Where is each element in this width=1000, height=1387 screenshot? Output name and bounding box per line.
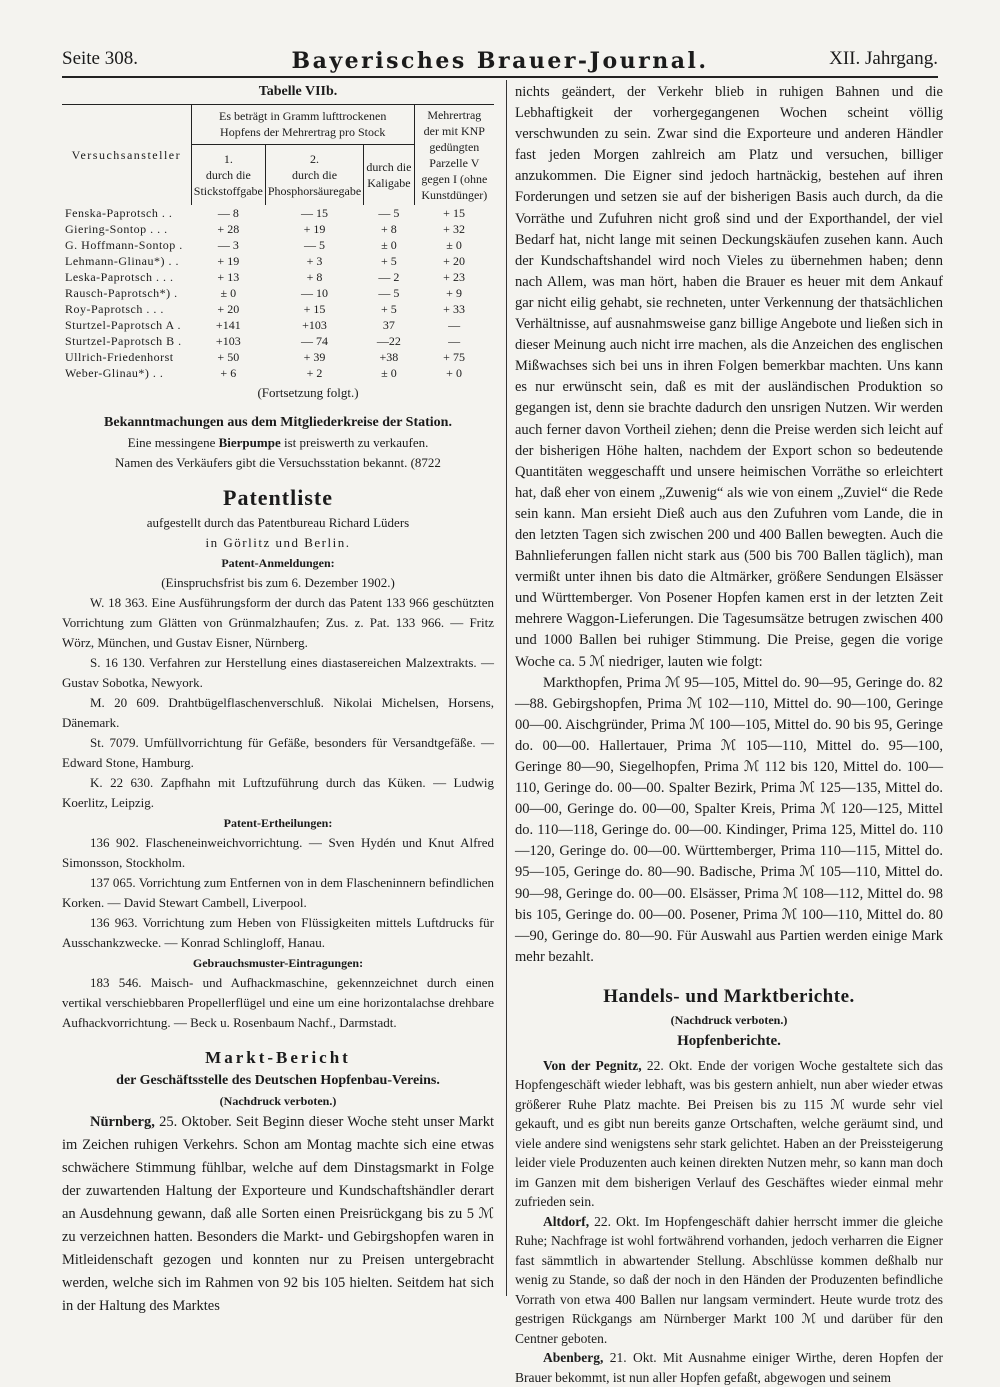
table-cell-n: ± 0 [220, 286, 237, 300]
table-cell-k: + 5 [381, 302, 397, 316]
table-row [62, 301, 494, 317]
patent-anmeldung: M. 20 609. Drahtbügelflaschenverschluß. Nikolai Michelsen, Horsens, Dänemark. [62, 695, 494, 730]
patent-anm-note: (Einspruchsfrist bis zum 6. Dezember 1902.) [161, 575, 395, 590]
page-header [62, 40, 938, 74]
report-text: 22. Okt. Im Hopfengeschäft dahier herrscht immer die gleiche Ruhe; Nachfrage ist wohl fortwährend vorhanden, jedoch verharren die Eigner fast sämmtlich in abwartender Stellung. Abschlüsse kommen deßhalb nur wenig zu Stande, so daß der noch in den Händen der Produzenten befindliche Vorrath von etwa 400 Ballen nur langsam vermindert. Heute wurde trotz des gestrigen Rückgangs am Nürnberger Markt 100 ℳ und darüber für den Centner geboten. [515, 1213, 943, 1346]
table-cell-k: + 8 [381, 222, 397, 236]
patent-ert-list [62, 833, 494, 953]
patent-anm-heading: Patent-Anmeldungen: [221, 556, 335, 570]
page-number: Seite 308. [62, 48, 138, 69]
patent-ert-heading: Patent-Ertheilungen: [223, 816, 333, 830]
bekannt-line2: Namen des Verkäufers gibt die Versuchsstation bekannt. (8722 [115, 455, 441, 470]
handel-note: (Nachdruck verboten.) [670, 1012, 788, 1027]
table-header-col1-num: 1. [223, 151, 233, 166]
journal-title: Bayerisches Brauer-Journal. [291, 48, 709, 74]
table-row [62, 365, 494, 381]
markt-left-text [62, 1111, 494, 1318]
hops-table [62, 104, 494, 381]
table-header-col2-num: 2. [310, 151, 320, 166]
table-header-col3: durch die Kaligabe [364, 144, 414, 205]
table-row [62, 237, 494, 253]
table-cell-knp: + 15 [443, 206, 465, 220]
patent-gm-list [62, 973, 494, 1033]
table-header-group: Es beträgt in Gramm lufttrockenen Hopfens der Mehrertrag pro Stock [191, 105, 414, 145]
patent-sub1: aufgestellt durch das Patentbureau Richard Lüders [146, 515, 410, 530]
bekannt-line1 [62, 433, 494, 453]
table-header-versuch: Versuchsansteller [71, 148, 182, 162]
patent-anmeldung: W. 18 363. Eine Ausführungsform der durch das Patent 133 966 geschützten Vorrichtung zum Glätten von Grünmalzhaufen; Zus. z. Pat. 133 966. — Fritz Wörz, München, und Gustav Eisner, Nürnberg. [62, 595, 494, 650]
table-cell-p: + 3 [306, 254, 323, 268]
hopfen-report [515, 1348, 943, 1387]
table-cell-name: G. Hoffmann-Sontop . [65, 238, 183, 252]
patent-anmeldung: S. 16 130. Verfahren zur Herstellung eines diastasereichen Malzextrakts. — Gustav Sobotka, Newyork. [62, 655, 494, 690]
table-cell-knp: + 20 [443, 254, 465, 268]
table-cell-name: Sturtzel-Paprotsch A . [65, 318, 181, 332]
hopfen-report [515, 1056, 943, 1212]
patent-ertheilung: 137 065. Vorrichtung zum Entfernen von in dem Flascheninnern befindlichen Korken. — David Stewart Cambell, Liverpool. [62, 875, 494, 910]
patent-ertheilung: 136 963. Vorrichtung zum Heben von Flüssigkeiten mittels Luftdrucks für Ausschankzwecke. — Konrad Schlingloff, Hanau. [62, 915, 494, 950]
table-cell-name: Rausch-Paprotsch*) . [65, 286, 178, 300]
table-cell-name: Roy-Paprotsch . . . [65, 302, 164, 316]
header-rule [62, 76, 938, 78]
handel-list [515, 1056, 943, 1387]
markt-note: (Nachdruck verboten.) [219, 1094, 337, 1108]
table-cell-n: + 13 [217, 270, 240, 284]
markt-left-body: 25. Oktober. Seit Beginn dieser Woche steht unser Markt im Zeichen ruhigen Verkehrs. Schon am Montag machte sich eine etwas schwächere Stimmung fühlbar, welche auf dem Dinstagsmarkt in Folge der zuwartenden Haltung der Exporteure und Kundschaftshändler derart an Ausdehnung gewann, daß alle Sorten einen Preisrückgang bis zu 5 ℳ zu verzeichnen hatten. Besonders die Markt- und Gebirgshopfen waren in Mitleidenschaft gezogen und konnten nur zu Preisen untergebracht werden, welche sich im Rahmen von 92 bis 105 hielten. Seitdem hat sich in der Haltung des Marktes [62, 1114, 494, 1314]
handel-subheading: Hopfenberichte. [677, 1032, 781, 1049]
table-cell-k: +38 [379, 350, 399, 364]
table-cell-p: + 2 [306, 366, 323, 380]
gebrauchsmuster-entry: 183 546. Maisch- und Aufhackmaschine, gekennzeichnet durch einen vertikal verschiebbaren Propellerflügel und eine um eine horizontalachse drehbare Aufhackvorrichtung. — Beck u. Rosenbaum Nachf., Darmstadt. [62, 975, 494, 1030]
table-cell-knp: + 33 [443, 302, 465, 316]
patent-anm-list [62, 593, 494, 813]
markt-heading: Markt-Bericht [205, 1048, 351, 1067]
table-cell-n: +141 [215, 318, 241, 332]
table-cell-knp: ± 0 [446, 238, 462, 252]
table-cell-k: —22 [376, 334, 401, 348]
continued-note: (Fortsetzung folgt.) [257, 385, 359, 400]
table-cell-k: ± 0 [381, 366, 397, 380]
report-text: 21. Okt. Mit Ausnahme einiger Wirthe, deren Hopfen der Brauer bekommt, ist nun aller Hopfen gefaßt, abgewogen und seinem [515, 1350, 943, 1385]
table-row [62, 269, 494, 285]
table-cell-name: Lehmann-Glinau*) . . [65, 254, 179, 268]
table-cell-n: — 3 [217, 238, 239, 252]
markt-subheading: der Geschäftsstelle des Deutschen Hopfenbau-Vereins. [116, 1073, 440, 1088]
bekannt-text-c: ist preiswerth zu verkaufen. [280, 435, 429, 450]
patent-heading: Patentliste [223, 485, 333, 510]
table-body [62, 205, 494, 381]
table-cell-k: + 5 [381, 254, 397, 268]
table-cell-p: — 5 [304, 238, 326, 252]
table-cell-name: Fenska-Paprotsch . . [65, 206, 173, 220]
table-cell-name: Ullrich-Friedenhorst [65, 350, 174, 364]
table-row [62, 349, 494, 365]
patent-anmeldung: St. 7079. Umfüllvorrichtung für Gefäße, besonders für Versandtgefäße. — Edward Stone, Hamburg. [62, 735, 494, 770]
table-cell-knp: + 23 [443, 270, 465, 284]
right-column [515, 82, 943, 1387]
patent-ertheilung: 136 902. Flascheneinweichvorrichtung. — Sven Hydén und Knut Alfred Simonsson, Stockholm. [62, 835, 494, 870]
table-cell-p: — 74 [301, 334, 329, 348]
volume-year: XII. Jahrgang. [829, 48, 938, 69]
table-cell-n: +103 [215, 334, 241, 348]
table-cell-n: + 20 [217, 302, 240, 316]
table-cell-knp: + 9 [446, 286, 462, 300]
table-cell-p: +103 [302, 318, 327, 332]
table-cell-knp: — [448, 318, 461, 332]
table-cell-p: + 8 [306, 270, 323, 284]
table-cell-n: + 19 [217, 254, 240, 268]
table-title: Tabelle VIIb. [258, 84, 338, 99]
table-cell-k: — 2 [378, 270, 400, 284]
patent-gm-heading: Gebrauchsmuster-Eintragungen: [192, 956, 364, 970]
table-header-col2 [265, 144, 363, 205]
column-divider [506, 80, 507, 1296]
table-row [62, 333, 494, 349]
report-place: Abenberg, [543, 1350, 604, 1366]
table-cell-knp: + 32 [443, 222, 465, 236]
table-cell-name: Sturtzel-Paprotsch B . [65, 334, 182, 348]
table-cell-knp: + 0 [446, 366, 462, 380]
table-cell-n: + 50 [217, 350, 240, 364]
report-text: 22. Okt. Ende der vorigen Woche gestaltete sich das Hopfengeschäft wieder lebhaft, was bis gestern anhielt, nun aber wieder etwas größerer Ruhe Platz machte. Bei Preisen bis zu 115 ℳ wurde sehr viel gekauft, und es gibt nun bereits ganze Ortschaften, welche geräumt sind, und viele andere sind wenigstens sehr stark gelichtet. Haben an der Preissteigerung leider viele Produzenten auch keinen direkten Nutzen mehr, so kann man doch im Ganzen mit dem bisherigen Verlauf des Geschäftes wieder einmal mehr zufrieden sein. [515, 1057, 943, 1210]
table-cell-p: — 15 [301, 206, 329, 220]
table-row [62, 317, 494, 333]
markt-place: Nürnberg, [90, 1114, 155, 1130]
bekannt-item: Bierpumpe [218, 435, 281, 450]
table-cell-k: — 5 [378, 286, 400, 300]
markt-right-text: nichts geändert, der Verkehr blieb in ruhigen Bahnen und die Lebhaftigkeit der vorhergegangenen Wochen scheint völlig verschwunden zu sein. Zwar sind die Exporteure und anderen Händler fast jeden Morgen zahlreich am Platz und versuchen, billiger anzukommen. Die Eigner sind jedoch hartnäckig, bestehen auf ihren Forderungen und setzen sie auf der bisherigen Basis auch durch, da die Vorräthe und Zufuhren nicht groß sind und der Exporthandel, der viel Bedarf hat, nicht lange mit seinen Deckungskäufen zusehen kann. Auch der Kundschaftshandel wird noch Vieles zu übernehmen haben; denn nach Allem, was man hört, haben die Brauer es heuer mit dem Ankauf gar nicht eilig gehabt, sie rechneten, unter Verkennung der thatsächlichen Verhältnisse, auf ausnahmsweise ganz billige Angebote und ließen sich in dieser Meinung auch nicht irre machen, als die Anzeichen des englischen Mißwachses sich bei uns in ihren Folgen bemerkbar machten. Uns kann es nur erwünscht sein, daß es mit der ausländischen Produktion so gegangen ist, denn sie brachte dadurch den unsrigen Nutzen. Wir werden auch ferner davon Vortheil ziehen; denn die Preise werden sich leicht auf der bisherigen Höhe halten, nachdem der Export schon so bedeutende Quantitäten weggeschafft und unsere heimischen Vorräthe so erleichtert hat, daß eher von einem „Zuwenig“ als wie von einem „Zuviel“ die Rede sein kann. Man ersieht Dieß auch aus den Zufuhren vom Lande, die in den letzten Tagen sich zwischen 200 und 400 Ballen bewegten. Auch die Bahnlieferungen fallen nicht stark aus (500 bis 700 Ballen täglich), man vermißt unter ihnen bis dato die Altmärker, größere Sendungen Elsässer und Württemberger. Von Posener Hopfen kamen erst in der letzten Zeit mehrere Waggon-Lieferungen. Die Tagesumsätze betrugen zwischen 400 und 1000 Ballen bei ruhiger Stimmung. Die Preise, gegen die vorige Woche ca. 5 ℳ niedriger, lauten wie folgt: [515, 84, 943, 670]
table-cell-p: + 19 [303, 222, 326, 236]
patent-sub2: in Görlitz und Berlin. [205, 535, 351, 550]
table-cell-knp: — [448, 334, 461, 348]
table-cell-name: Giering-Sontop . . . [65, 222, 168, 236]
patent-anmeldung: K. 22 630. Zapfhahn mit Luftzuführung durch das Küken. — Ludwig Koerlitz, Leipzig. [62, 775, 494, 810]
table-cell-n: + 28 [217, 222, 240, 236]
table-header-col1-label: durch die Stickstoffgabe [193, 167, 263, 198]
report-place: Altdorf, [543, 1213, 590, 1229]
table-cell-p: + 15 [303, 302, 326, 316]
hopfen-report [515, 1212, 943, 1349]
table-cell-n: + 6 [220, 366, 237, 380]
table-cell-name: Leska-Paprotsch . . . [65, 270, 174, 284]
report-place: Von der Pegnitz, [543, 1057, 642, 1073]
table-cell-p: + 39 [303, 350, 326, 364]
table-header-knp: Mehrertrag der mit KNP gedüngten Parzelle V gegen I (ohne Kunstdünger) [414, 105, 494, 206]
table-cell-n: — 8 [217, 206, 239, 220]
table-header-col1 [191, 144, 265, 205]
table-cell-name: Weber-Glinau*) . . [65, 366, 164, 380]
table-cell-k: — 5 [378, 206, 400, 220]
table-cell-k: ± 0 [381, 238, 397, 252]
handel-heading: Handels- und Marktberichte. [603, 985, 855, 1007]
table-row [62, 221, 494, 237]
markt-prices: Markthopfen, Prima ℳ 95—105, Mittel do. 90—95, Geringe do. 82—88. Gebirgshopfen, Prima ℳ 102—110, Mittel do. 90—100, Geringe 00—00. Aischgründer, Prima ℳ 100—105, Mittel do. 90 bis 95, Geringe do. 00—00. Hallertauer, Prima ℳ 105—110, Mittel do. 95—100, Geringe 80—90, Siegelhopfen, Prima ℳ 112 bis 120, Mittel do. 100—110, Geringe do. 00—00. Spalter Bezirk, Prima ℳ 125—135, Mittel do. 00—00, Geringe do. 00—00, Spalter Kreis, Prima ℳ 120—125, Mittel do. 110—118, Geringe do. 00—00. Kindinger, Prima 125, Mittel do. 110—120, Geringe do. 00—00. Württemberger, Prima 110—115, Mittel do. 95—105, Geringe do. 80—90. Badische, Prima ℳ 105—110, Mittel do. 90—98, Geringe do. 00—00. Elsässer, Prima ℳ 108—112, Mittel do. 98 bis 105, Geringe do. 00—00. Posener, Prima ℳ 100—110, Mittel do. 80—90, Geringe do. 80—90. Für Auswahl aus Partien werden einige Mark mehr bezahlt. [515, 674, 943, 965]
table-row [62, 205, 494, 221]
table-cell-k: 37 [382, 318, 395, 332]
left-column [62, 82, 494, 1318]
table-cell-knp: + 75 [443, 350, 465, 364]
bekannt-text-a: Eine messingene [127, 435, 219, 450]
table-row [62, 285, 494, 301]
bekannt-heading: Bekanntmachungen aus dem Mitgliederkreise der Station. [104, 415, 452, 430]
table-header-col2-label: durch die Phosphorsäuregabe [267, 167, 362, 198]
table-row [62, 253, 494, 269]
table-cell-p: — 10 [301, 286, 329, 300]
